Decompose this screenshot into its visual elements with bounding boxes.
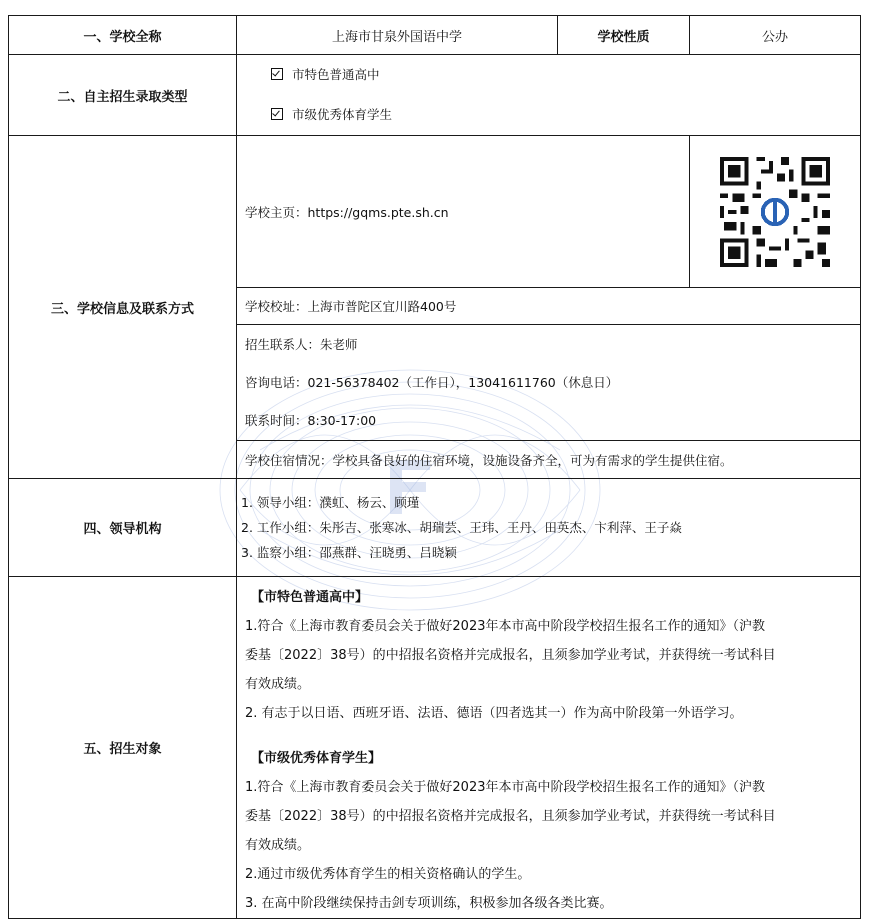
paragraph-line: 委基〔2022〕38号）的中招报名资格并完成报名，且须参加学业考试，并获得统一考试科目 — [245, 809, 776, 824]
targets-content — [237, 577, 861, 919]
paragraph-line: 2. 有志于以日语、西班牙语、法语、德语（四者选其一）作为高中阶段第一外语学习。 — [245, 706, 743, 721]
list-item: 3. 监察小组：邵燕群、汪晓勇、吕晓颖 — [241, 545, 457, 560]
homepage-text: 学校主页：https://gqms.pte.sh.cn — [237, 136, 690, 288]
address-text: 学校校址：上海市普陀区宜川路400号 — [237, 288, 861, 325]
admission-type-label: 二、自主招生录取类型 — [9, 55, 237, 136]
contact-label: 三、学校信息及联系方式 — [9, 136, 237, 479]
contact-details — [237, 325, 861, 441]
leadership-groups — [237, 479, 861, 577]
checkbox-checked-icon — [271, 108, 283, 120]
paragraph-line: 委基〔2022〕38号）的中招报名资格并完成报名，且须参加学业考试，并获得统一考试科目 — [245, 648, 776, 663]
school-name-label: 一、学校全称 — [9, 16, 237, 55]
section-heading: 【市级优秀体育学生】 — [251, 751, 382, 766]
leadership-label: 四、领导机构 — [9, 479, 237, 577]
phone-text: 咨询电话：021-56378402（工作日），13041611760（休息日） — [245, 374, 619, 390]
admission-option: 市级优秀体育学生 — [237, 95, 860, 135]
admission-type-row — [9, 55, 861, 136]
school-type-value: 公办 — [690, 16, 861, 55]
paragraph-line: 有效成绩。 — [245, 838, 311, 853]
housing-text: 学校住宿情况：学校具备良好的住宿环境，设施设备齐全，可为有需求的学生提供住宿。 — [237, 441, 861, 479]
qr-code-cell — [690, 136, 861, 288]
school-name-row — [9, 16, 861, 55]
leadership-row — [9, 479, 861, 577]
paragraph-line: 有效成绩。 — [245, 677, 311, 692]
admission-type-options — [237, 55, 861, 136]
qr-code-icon — [716, 153, 834, 271]
paragraph-line: 3. 在高中阶段继续保持击剑专项训练，积极参加各级各类比赛。 — [245, 896, 613, 911]
paragraph-line: 1.符合《上海市教育委员会关于做好2023年本市高中阶段学校招生报名工作的通知》（沪教 — [245, 619, 765, 634]
list-item: 2. 工作小组：朱彤吉、张寒冰、胡瑞芸、王玮、王丹、田英杰、卞利萍、王子焱 — [241, 520, 682, 535]
checkbox-checked-icon — [271, 68, 283, 80]
contact-person-text: 招生联系人：朱老师 — [245, 336, 358, 352]
homepage-row — [9, 136, 861, 288]
list-item: 1. 领导小组：濮虹、杨云、顾瑾 — [241, 495, 420, 510]
section-heading: 【市特色普通高中】 — [251, 590, 369, 605]
school-type-label: 学校性质 — [558, 16, 690, 55]
admission-option: 市特色普通高中 — [237, 55, 860, 95]
targets-label: 五、招生对象 — [9, 577, 237, 919]
paragraph-line: 1.符合《上海市教育委员会关于做好2023年本市高中阶段学校招生报名工作的通知》（沪教 — [245, 780, 765, 795]
school-name-value: 上海市甘泉外国语中学 — [237, 16, 558, 55]
section-spacer — [237, 728, 860, 744]
targets-row — [9, 577, 861, 919]
paragraph-line: 2.通过市级优秀体育学生的相关资格确认的学生。 — [245, 867, 531, 882]
hours-text: 联系时间：8:30-17:00 — [245, 412, 377, 428]
enrollment-info-table — [8, 15, 861, 919]
